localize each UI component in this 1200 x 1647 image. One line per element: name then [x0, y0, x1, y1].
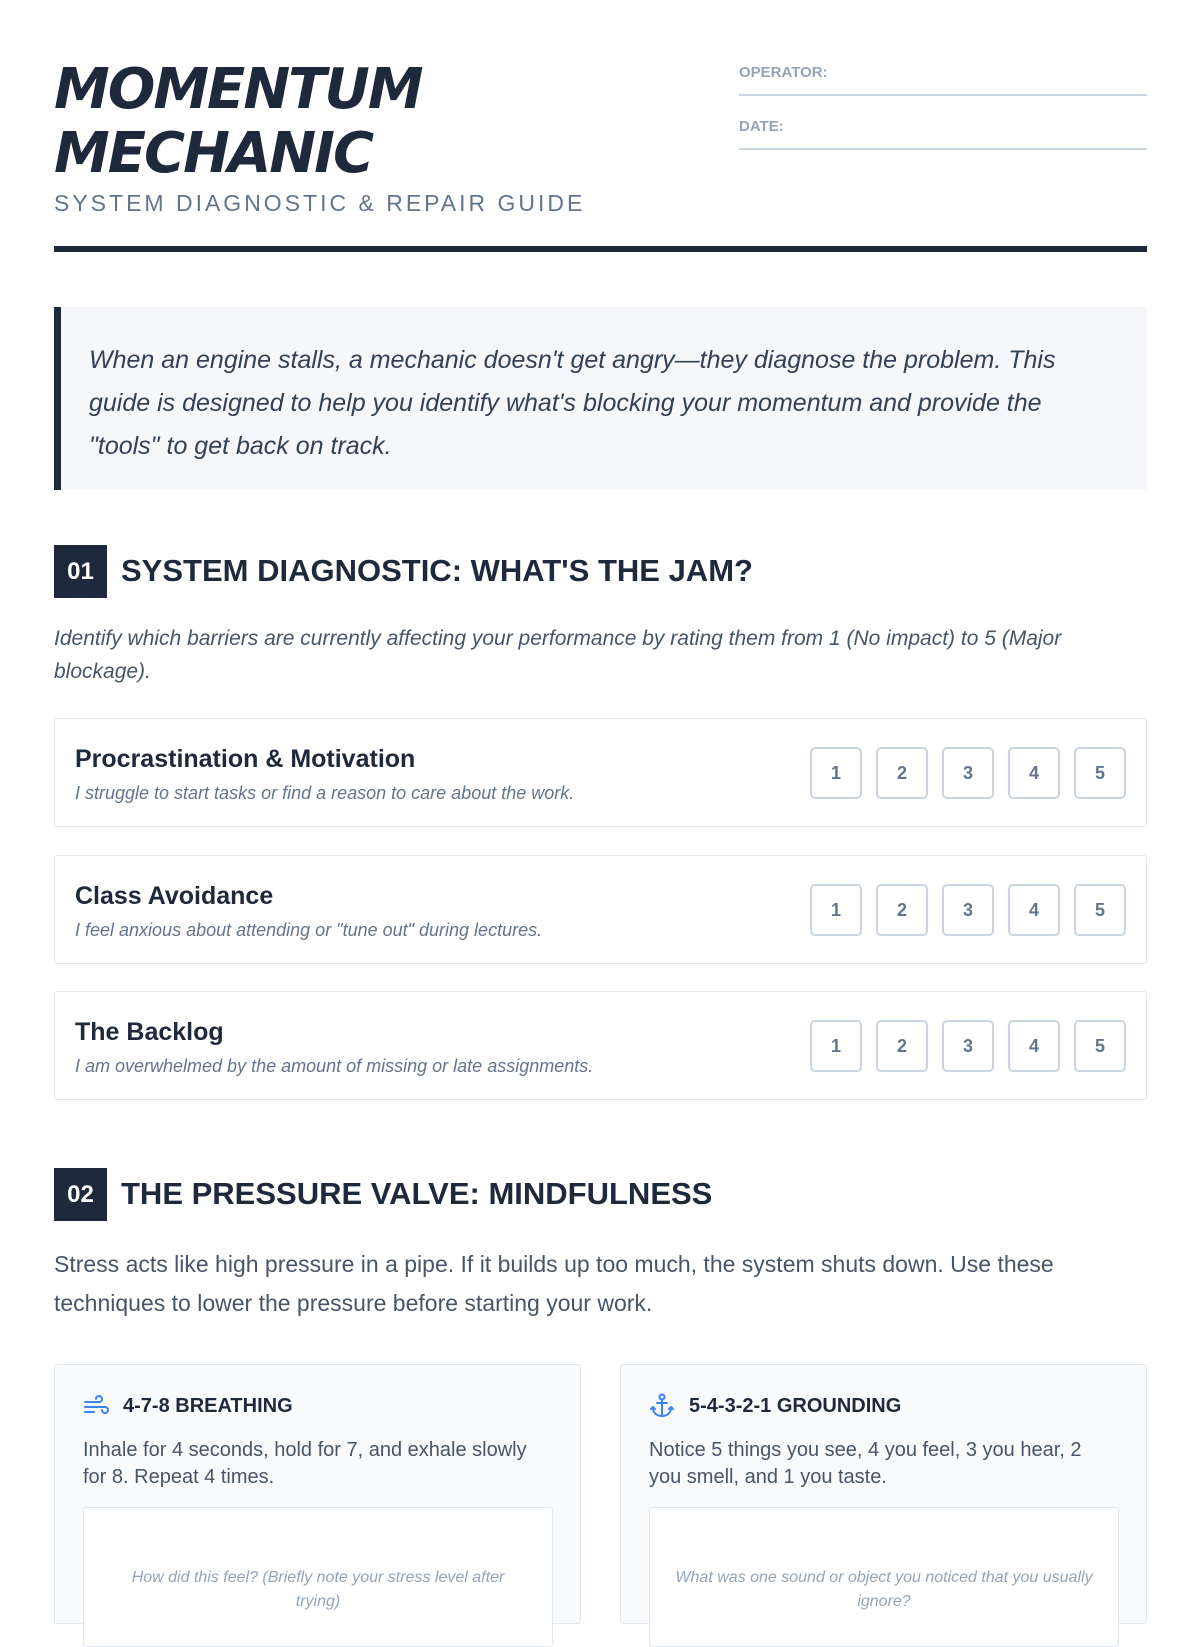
section-1-number: 01 [54, 545, 107, 598]
section-2-heading [54, 1168, 1147, 1222]
date-label: DATE: [739, 118, 784, 135]
rating-option-2[interactable]: 2 [876, 747, 928, 799]
page-subtitle: SYSTEM DIAGNOSTIC & REPAIR GUIDE [54, 190, 586, 216]
header [54, 58, 1147, 254]
rating-row-procrastination [54, 718, 1147, 827]
reflection-placeholder: What was one sound or object you noticed that you usually ignore? [675, 1569, 1093, 1610]
reflection-textarea[interactable] [649, 1507, 1119, 1647]
reflection-textarea[interactable] [83, 1507, 553, 1647]
worksheet-page [54, 0, 1147, 1610]
rating-row-desc: I struggle to start tasks or find a reason to care about the work. [75, 783, 575, 803]
rating-option-1[interactable]: 1 [810, 747, 862, 799]
rating-row-desc: I feel anxious about attending or "tune out" during lectures. [75, 920, 543, 940]
card-title: 4-7-8 BREATHING [123, 1394, 293, 1417]
rating-option-1[interactable]: 1 [810, 884, 862, 936]
header-divider [54, 246, 1147, 252]
technique-card-grounding [620, 1364, 1147, 1624]
rating-option-4[interactable]: 4 [1008, 747, 1060, 799]
section-1-heading [54, 545, 1147, 599]
wind-icon [83, 1393, 109, 1419]
rating-option-5[interactable]: 5 [1074, 747, 1126, 799]
rating-option-1[interactable]: 1 [810, 1020, 862, 1072]
card-description: Notice 5 things you see, 4 you feel, 3 you hear, 2 you smell, and 1 you taste. [649, 1439, 1082, 1488]
rating-scale [810, 884, 1126, 936]
operator-field[interactable] [739, 58, 1147, 96]
technique-card-breathing [54, 1364, 581, 1624]
rating-option-2[interactable]: 2 [876, 1020, 928, 1072]
title-line-2: MECHANIC [54, 121, 373, 186]
intro-callout [54, 307, 1147, 490]
rating-option-3[interactable]: 3 [942, 747, 994, 799]
section-1-title: SYSTEM DIAGNOSTIC: WHAT'S THE JAM? [121, 553, 753, 588]
rating-option-4[interactable]: 4 [1008, 1020, 1060, 1072]
rating-row-title: Class Avoidance [75, 882, 274, 910]
card-header [649, 1393, 901, 1419]
rating-row-title: The Backlog [75, 1018, 224, 1046]
operator-label: OPERATOR: [739, 64, 828, 81]
title-line-1: MOMENTUM [54, 57, 422, 122]
section-1-description: Identify which barriers are currently affecting your performance by rating them from 1 (No impact) to 5 (Major blockage). [54, 627, 1062, 683]
section-2-title: THE PRESSURE VALVE: MINDFULNESS [121, 1176, 713, 1211]
rating-option-4[interactable]: 4 [1008, 884, 1060, 936]
card-description: Inhale for 4 seconds, hold for 7, and exhale slowly for 8. Repeat 4 times. [83, 1439, 527, 1488]
rating-row-backlog [54, 991, 1147, 1100]
rating-scale [810, 1020, 1126, 1072]
card-header [83, 1393, 293, 1419]
date-field[interactable] [739, 112, 1147, 150]
intro-text: When an engine stalls, a mechanic doesn't get angry—they diagnose the problem. This guide is designed to help you identify what's blocking your momentum and provide the "tools" to get back on track. [89, 346, 1056, 460]
reflection-placeholder: How did this feel? (Briefly note your stress level after trying) [131, 1569, 505, 1610]
rating-row-desc: I am overwhelmed by the amount of missing or late assignments. [75, 1056, 594, 1076]
rating-scale [810, 747, 1126, 799]
rating-row-title: Procrastination & Motivation [75, 745, 416, 773]
rating-option-5[interactable]: 5 [1074, 1020, 1126, 1072]
section-2-description: Stress acts like high pressure in a pipe. If it builds up too much, the system shuts down. Use these techniques to lower the pressure before starting your work. [54, 1251, 1054, 1316]
rating-row-class-avoidance [54, 855, 1147, 964]
section-2-number: 02 [54, 1168, 107, 1221]
rating-option-3[interactable]: 3 [942, 884, 994, 936]
rating-option-3[interactable]: 3 [942, 1020, 994, 1072]
rating-option-5[interactable]: 5 [1074, 884, 1126, 936]
anchor-icon [649, 1393, 675, 1419]
card-title: 5-4-3-2-1 GROUNDING [689, 1394, 902, 1417]
rating-option-2[interactable]: 2 [876, 884, 928, 936]
